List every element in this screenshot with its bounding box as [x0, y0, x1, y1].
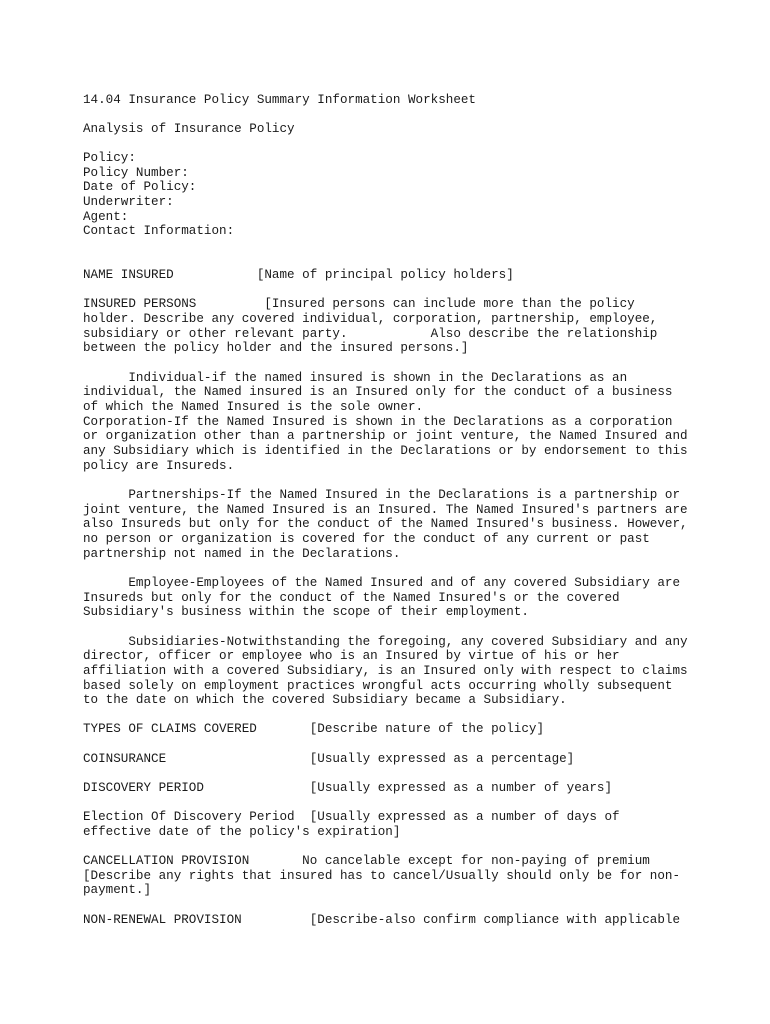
section-cancellation-line: [Describe any rights that insured has to cancel/Usually should only be for non-	[83, 869, 681, 883]
paragraph-partnerships-line: joint venture, the Named Insured is an Insured. The Named Insured's partners are	[83, 503, 688, 517]
section-non-renewal: NON-RENEWAL PROVISION [Describe-also confirm compliance with applicable	[83, 913, 681, 927]
section-cancellation-line: payment.]	[83, 883, 152, 897]
paragraph-subsidiaries-line: based solely on employment practices wrongful acts occurring wholly subsequent	[83, 679, 673, 693]
section-election-of-discovery-line: Election Of Discovery Period [Usually expressed as a number of days of	[83, 810, 620, 824]
paragraph-subsidiaries-line: director, officer or employee who is an Insured by virtue of his or her	[83, 649, 620, 663]
section-name-insured: NAME INSURED [Name of principal policy holders]	[83, 268, 514, 282]
paragraph-employee-line: Subsidiary's business within the scope of their employment.	[83, 605, 529, 619]
section-insured-persons-line: between the policy holder and the insured persons.]	[83, 341, 469, 355]
field-contact-information: Contact Information:	[83, 224, 235, 238]
paragraph-corporation-line: or organization other than a partnership or joint venture, the Named Insured and	[83, 429, 688, 443]
field-date-of-policy: Date of Policy:	[83, 180, 197, 194]
paragraph-individual-line: individual, the Named insured is an Insured only for the conduct of a business	[83, 385, 673, 399]
document-subtitle: Analysis of Insurance Policy	[83, 122, 295, 136]
paragraph-individual-line: Individual-if the named insured is shown in the Declarations as an	[83, 371, 628, 385]
section-insured-persons-line: holder. Describe any covered individual, corporation, partnership, employee,	[83, 312, 658, 326]
paragraph-partnerships-line: no person or organization is covered for the conduct of any current or past	[83, 532, 650, 546]
paragraph-corporation-line: Corporation-If the Named Insured is shown in the Declarations as a corporation	[83, 415, 673, 429]
section-election-of-discovery-line: effective date of the policy's expiration]	[83, 825, 401, 839]
paragraph-subsidiaries-line: affiliation with a covered Subsidiary, is an Insured only with respect to claims	[83, 664, 688, 678]
field-agent: Agent:	[83, 210, 129, 224]
section-insured-persons-line: INSURED PERSONS [Insured persons can include more than the policy	[83, 297, 635, 311]
paragraph-employee-line: Employee-Employees of the Named Insured and of any covered Subsidiary are	[83, 576, 681, 590]
paragraph-partnerships-line: Partnerships-If the Named Insured in the Declarations is a partnership or	[83, 488, 681, 502]
paragraph-partnerships-line: also Insureds but only for the conduct of the Named Insured's business. However,	[83, 517, 688, 531]
field-underwriter: Underwriter:	[83, 195, 174, 209]
paragraph-employee-line: Insureds but only for the conduct of the Named Insured's or the covered	[83, 591, 620, 605]
field-policy: Policy:	[83, 151, 136, 165]
section-cancellation-line: CANCELLATION PROVISION No cancelable except for non-paying of premium	[83, 854, 650, 868]
paragraph-subsidiaries-line: Subsidiaries-Notwithstanding the foregoing, any covered Subsidiary and any	[83, 635, 688, 649]
document-title: 14.04 Insurance Policy Summary Information Worksheet	[83, 93, 476, 107]
paragraph-individual-line: of which the Named Insured is the sole owner.	[83, 400, 424, 414]
paragraph-corporation-line: any Subsidiary which is identified in the Declarations or by endorsement to this	[83, 444, 688, 458]
section-discovery-period: DISCOVERY PERIOD [Usually expressed as a number of years]	[83, 781, 613, 795]
section-types-of-claims: TYPES OF CLAIMS COVERED [Describe nature of the policy]	[83, 722, 545, 736]
paragraph-partnerships-line: partnership not named in the Declarations.	[83, 547, 401, 561]
section-insured-persons-line: subsidiary or other relevant party. Also describe the relationship	[83, 327, 658, 341]
field-policy-number: Policy Number:	[83, 166, 189, 180]
paragraph-subsidiaries-line: to the date on which the covered Subsidiary became a Subsidiary.	[83, 693, 567, 707]
paragraph-corporation-line: policy are Insureds.	[83, 459, 235, 473]
section-coinsurance: COINSURANCE [Usually expressed as a percentage]	[83, 752, 575, 766]
